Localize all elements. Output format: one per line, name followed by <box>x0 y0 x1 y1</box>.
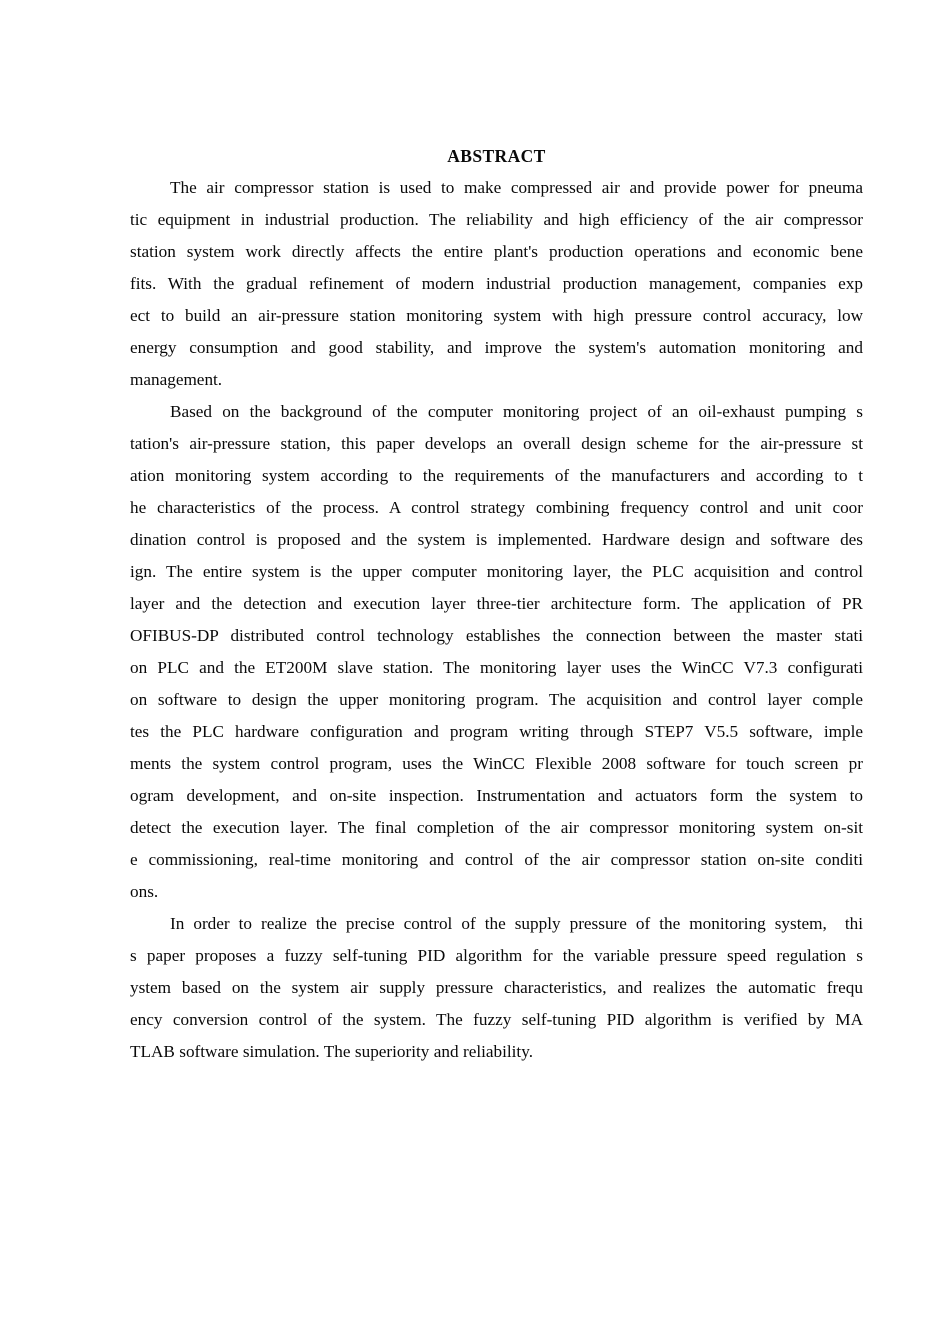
text-line: layer and the detection and execution layer three-tier architecture form. The application of PR <box>130 594 863 613</box>
text-line: OFIBUS-DP distributed control technology establishes the connection between the master stati <box>130 626 863 645</box>
text-line: ons. <box>130 882 159 901</box>
text-line: s paper proposes a fuzzy self-tuning PID algorithm for the variable pressure speed regulation s <box>130 946 863 965</box>
abstract-paragraph-3 <box>130 908 863 1068</box>
text-line: tation's air-pressure station, this paper develops an overall design scheme for the air-pressure st <box>130 434 863 453</box>
text-line: tic equipment in industrial production. The reliability and high efficiency of the air compressor <box>130 210 863 229</box>
text-line: ency conversion control of the system. The fuzzy self-tuning PID algorithm is verified by MA <box>130 1010 863 1029</box>
text-line: energy consumption and good stability, and improve the system's automation monitoring and <box>130 338 863 357</box>
text-line: ign. The entire system is the upper computer monitoring layer, the PLC acquisition and control <box>130 562 863 581</box>
text-line: detect the execution layer. The final completion of the air compressor monitoring system on-sit <box>130 818 863 837</box>
text-line: tes the PLC hardware configuration and program writing through STEP7 V5.5 software, imple <box>130 722 863 741</box>
text-line: fits. With the gradual refinement of modern industrial production management, companies exp <box>130 274 863 293</box>
text-line: management. <box>130 370 223 389</box>
abstract-paragraph-2 <box>130 396 863 908</box>
text-line: The air compressor station is used to make compressed air and provide power for pneuma <box>170 178 863 197</box>
page-title: ABSTRACT <box>447 146 546 166</box>
document-body <box>130 140 863 1068</box>
text-line: ments the system control program, uses the WinCC Flexible 2008 software for touch screen pr <box>130 754 863 773</box>
text-line: Based on the background of the computer monitoring project of an oil-exhaust pumping s <box>170 402 863 421</box>
text-line: on PLC and the ET200M slave station. The monitoring layer uses the WinCC V7.3 configurati <box>130 658 863 677</box>
text-line: ect to build an air-pressure station monitoring system with high pressure control accuracy, low <box>130 306 863 325</box>
text-line: e commissioning, real-time monitoring and control of the air compressor station on-site conditi <box>130 850 863 869</box>
text-line: ogram development, and on-site inspection. Instrumentation and actuators form the system to <box>130 786 863 805</box>
text-line: In order to realize the precise control of the supply pressure of the monitoring system, thi <box>170 914 863 933</box>
text-line: ystem based on the system air supply pressure characteristics, and realizes the automatic frequ <box>130 978 863 997</box>
text-line: station system work directly affects the entire plant's production operations and economic bene <box>130 242 863 261</box>
text-line: ation monitoring system according to the requirements of the manufacturers and according to t <box>130 466 863 485</box>
text-line: dination control is proposed and the system is implemented. Hardware design and software des <box>130 530 863 549</box>
text-line: on software to design the upper monitoring program. The acquisition and control layer comple <box>130 690 863 709</box>
text-line: he characteristics of the process. A control strategy combining frequency control and unit coor <box>130 498 863 517</box>
text-line: TLAB software simulation. The superiority and reliability. <box>130 1042 533 1061</box>
abstract-paragraph-1 <box>130 172 863 396</box>
